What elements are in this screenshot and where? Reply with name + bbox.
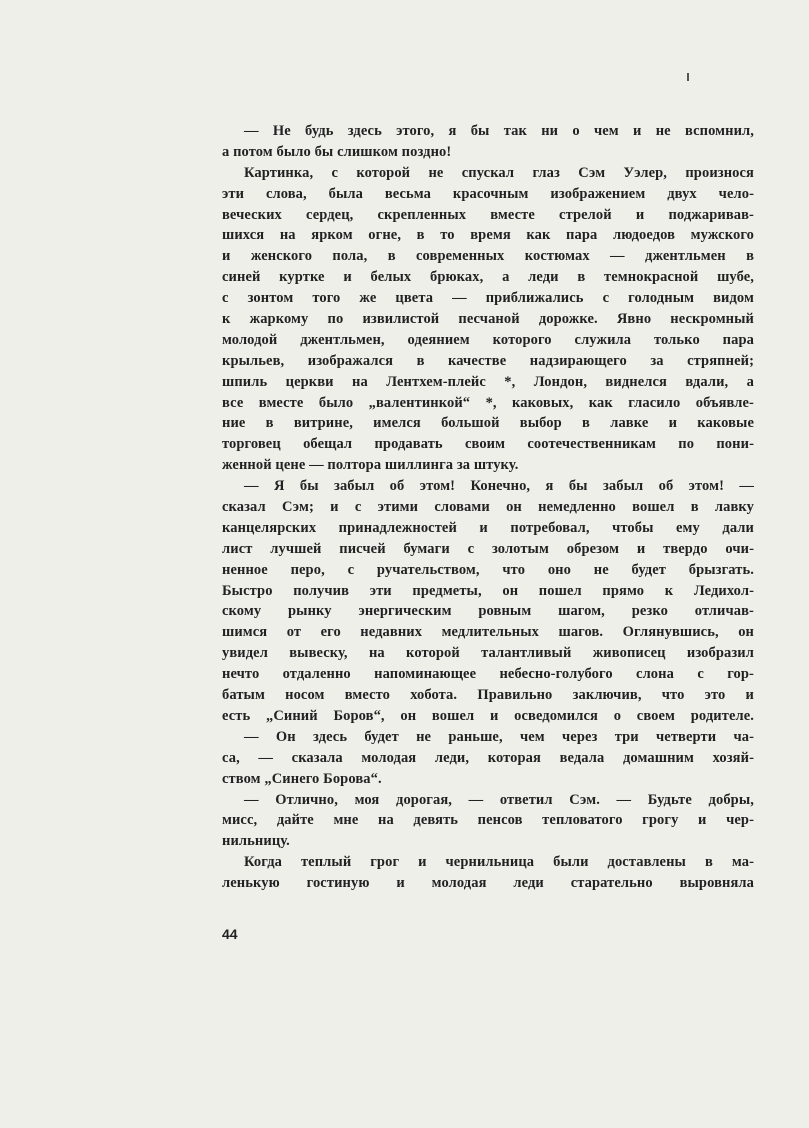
text-line: са, — сказала молодая леди, которая ведала домашним хозяй- (222, 749, 754, 766)
text-line: — Отлично, моя дорогая, — ответил Сэм. — Будьте добры, (244, 791, 754, 808)
text-line: ством „Синего Борова“. (222, 770, 382, 787)
text-line: увидел вывеску, на которой талантливый живописец изобразил (222, 645, 754, 662)
text-line: синей куртке и белых брюках, а леди в темнокрасной шубе, (222, 269, 754, 286)
text-line: — Он здесь будет не раньше, чем через три четверти ча- (244, 728, 754, 745)
page-text (222, 121, 754, 894)
text-line: веческих сердец, скрепленных вместе стрелой и поджаривав- (222, 206, 754, 223)
text-line: Быстро получив эти предметы, он пошел прямо к Ледихол- (222, 582, 754, 599)
text-line: мисс, дайте мне на девять пенсов тепловатого грогу и чер- (222, 812, 754, 829)
text-line: шимся от его недавних медлительных шагов. Оглянувшись, он (222, 624, 754, 641)
text-line: нильницу. (222, 833, 290, 850)
text-line: нечто отдаленно напоминающее небесно-голубого слона с гор- (222, 666, 754, 683)
text-line: шихся на ярком огне, в то время как пара людоедов мужского (222, 227, 754, 244)
text-line: скому рынку энергическим ровным шагом, резко отличав- (222, 603, 754, 620)
scan-speck (687, 73, 689, 81)
text-line: — Я бы забыл об этом! Конечно, я бы забыл об этом! — (244, 478, 754, 495)
text-line: с зонтом того же цвета — приближались с голодным видом (222, 290, 754, 307)
text-line: Когда теплый грог и чернильница были доставлены в ма- (244, 854, 754, 871)
page-number: 44 (222, 926, 238, 942)
text-line: ние в витрине, имелся большой выбор в лавке и каковые (222, 415, 754, 432)
text-line: ленькую гостиную и молодая леди старательно выровняла (222, 875, 754, 892)
text-line: — Не будь здесь этого, я бы так ни о чем и не вспомнил, (244, 123, 754, 139)
text-line: эти слова, была весьма красочным изображением двух чело- (222, 185, 754, 202)
text-line: женной цене — полтора шиллинга за штуку. (222, 457, 519, 474)
text-line: к жаркому по извилистой песчаной дорожке. Явно нескромный (222, 311, 754, 328)
text-line: а потом было бы слишком поздно! (222, 143, 452, 160)
text-line: крыльев, изображался в качестве надзирающего за стряпней; (222, 352, 754, 369)
text-line: шпиль церкви на Лентхем-плейс *, Лондон, виднелся вдали, а (222, 373, 754, 390)
text-line: есть „Синий Боров“, он вошел и осведомился о своем родителе. (222, 707, 754, 724)
text-line: и женского пола, в современных костюмах — джентльмен в (222, 248, 754, 265)
text-line: торговец обещал продавать своим соотечественникам по пони- (222, 436, 754, 453)
text-line: лист лучшей писчей бумаги с золотым обрезом и твердо очи- (222, 540, 754, 557)
text-line: молодой джентльмен, одеянием которого служила только пара (222, 331, 754, 348)
text-line: канцелярских принадлежностей и потребовал, чтобы ему дали (222, 519, 754, 536)
text-line: батым носом вместо хобота. Правильно заключив, что это и (222, 687, 754, 704)
text-line: сказал Сэм; и с этими словами он немедленно вошел в лавку (222, 499, 754, 516)
text-line: Картинка, с которой не спускал глаз Сэм Уэлер, произнося (244, 164, 754, 181)
text-line: ненное перо, с ручательством, что оно не будет брызгать. (222, 561, 754, 578)
text-line: все вместе было „валентинкой“ *, каковых, как гласило объявле- (222, 394, 754, 411)
